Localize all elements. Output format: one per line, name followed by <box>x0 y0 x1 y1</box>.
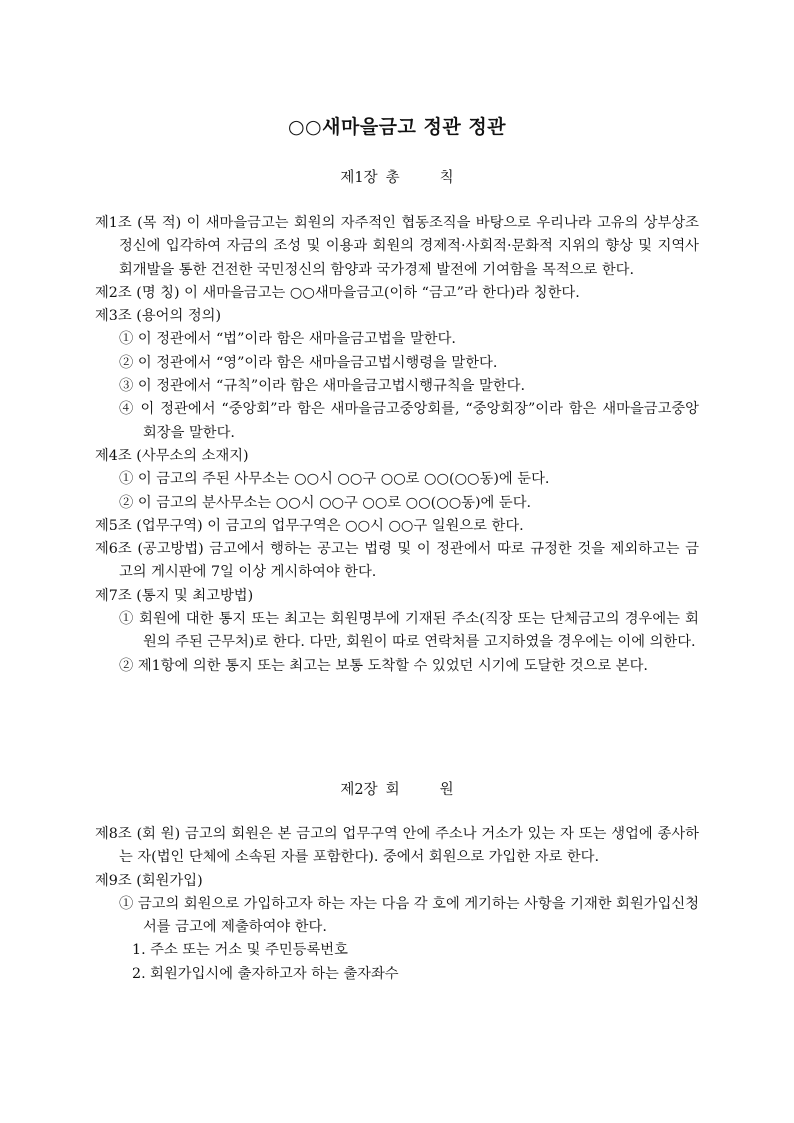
chapter-name-a: 회 <box>385 782 400 798</box>
clause-paragraph: ① 금고의 회원으로 가입하고자 하는 자는 다음 각 호에 게기하는 사항을 기재한 회원가입신청서를 금고에 제출하여야 한다. <box>119 895 699 936</box>
clause-paragraph: ② 이 금고의 분사무소는 ○○시 ○○구 ○○로 ○○(○○동)에 둔다. <box>119 494 532 511</box>
chapter-name-b: 칙 <box>439 170 454 186</box>
article-paragraph: 제6조 (공고방법) 금고에서 행하는 공고는 법령 및 이 정관에서 따로 규정한 것을 제외하고는 금고의 게시판에 7일 이상 게시하여야 한다. <box>95 541 699 581</box>
clause-paragraph: ② 이 정관에서 “영”이라 함은 새마을금고법시행령을 말한다. <box>119 354 498 371</box>
clause-paragraph: ① 이 금고의 주된 사무소는 ○○시 ○○구 ○○로 ○○(○○동)에 둔다. <box>119 471 550 488</box>
chapter-name-a: 총 <box>385 170 400 186</box>
numbered-item: 1. 주소 또는 거소 및 주민등록번호 <box>132 942 348 959</box>
article-paragraph: 제4조 (사무소의 소재지) <box>95 447 249 464</box>
article-paragraph: 제7조 (통지 및 최고방법) <box>95 587 254 604</box>
document-title: ○○새마을금고 정관 정관 <box>287 116 507 138</box>
chapter-heading-2 <box>0 778 794 799</box>
chapter-1-body <box>95 212 699 678</box>
chapter-label: 제2장 <box>340 782 378 798</box>
numbered-item: 2. 회원가입시에 출자하고자 하는 출자좌수 <box>132 965 399 982</box>
article-paragraph: 제3조 (용어의 정의) <box>95 308 222 325</box>
clause-paragraph: ④ 이 정관에서 “중앙회”라 함은 새마을금고중앙회를, “중앙회장”이라 함은 새마을금고중앙회장을 말한다. <box>119 401 699 441</box>
chapter-name-b: 원 <box>439 782 454 798</box>
clause-paragraph: ③ 이 정관에서 “규칙”이라 함은 새마을금고법시행규칙을 말한다. <box>119 378 525 395</box>
article-paragraph: 제5조 (업무구역) 이 금고의 업무구역은 ○○시 ○○구 일원으로 한다. <box>95 517 524 534</box>
chapter-heading-1 <box>0 166 794 187</box>
article-paragraph: 제1조 (목 적) 이 새마을금고는 회원의 자주적인 협동조직을 바탕으로 우리나라 고유의 상부상조 정신에 입각하여 자금의 조성 및 이용과 회원의 경제적·사회적·문화적 지위의 향상 및 지역사회개발을 통한 건전한 국민정신의 함양과 국가경제 발전에 기여함을 목적으로 한다. <box>95 215 699 278</box>
clause-paragraph: ② 제1항에 의한 통지 또는 최고는 보통 도착할 수 있었던 시기에 도달한 것으로 본다. <box>119 657 648 674</box>
article-paragraph: 제2조 (명 칭) 이 새마을금고는 ○○새마을금고(이하 “금고”라 한다)라 칭한다. <box>95 284 580 301</box>
article-paragraph: 제8조 (회 원) 금고의 회원은 본 금고의 업무구역 안에 주소나 거소가 있는 자 또는 생업에 종사하는 자(법인 단체에 소속된 자를 포함한다). 중에서 회원으로 가입한 자로 한다. <box>95 826 699 866</box>
clause-paragraph: ① 이 정관에서 “법”이라 함은 새마을금고법을 말한다. <box>119 331 456 348</box>
chapter-2-body <box>95 823 699 986</box>
clause-paragraph: ① 회원에 대한 통지 또는 최고는 회원명부에 기재된 주소(직장 또는 단체금고의 경우에는 회원의 주된 근무처)로 한다. 다만, 회원이 따로 연락처를 고지하였을 경우에는 이에 의한다. <box>119 611 699 651</box>
article-paragraph: 제9조 (회원가입) <box>95 872 203 889</box>
chapter-label: 제1장 <box>340 170 378 186</box>
